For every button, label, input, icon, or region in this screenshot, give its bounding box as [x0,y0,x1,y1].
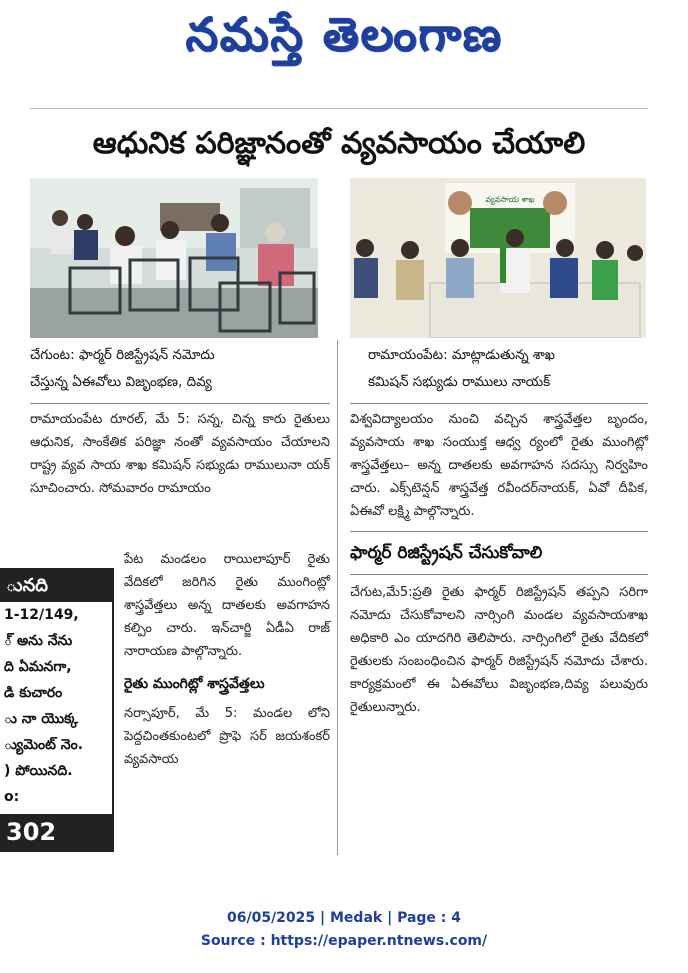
ad-line: ు నా యొక్క [4,711,79,727]
footer-source-link[interactable]: Source : https://epaper.ntnews.com/ [200,933,488,949]
ad-line: 1-12/149, [4,607,79,623]
headline: ఆధునిక పరిజ్ఞానంతో వ్యవసాయం చేయాలి [92,126,586,161]
top-rule [30,108,648,109]
ad-line: ) పోయినది. [4,763,73,779]
ad-title: ునది [0,570,112,602]
footer-date-edition: 06/05/2025 | Medak | Page : 4 [226,910,462,926]
ad-number: 302 [0,814,112,850]
column-divider [337,340,338,855]
ad-line: డి కుచారం [4,685,63,701]
left-article-cont [124,548,330,771]
caption-rule-left [30,403,330,404]
right-article [350,408,648,719]
caption-left-line1: చేగుంట: ఫార్మర్ రిజిస్ట్రేషన్ నమోదు [30,347,215,363]
left-article-intro [30,408,330,500]
left-paragraph-2: పేట మండలం రాయిలాపూర్ రైతు వేదికలో జరిగిన రైతు ముంగింట్లో శాస్త్రవేత్తలు అన్న దాతలకు అవగాహన కల్పిం చారు. ఇన్‌చార్జి ఏడీఏ రాజ్ నారాయణ పాల్గొన్నారు. [124,552,330,659]
ad-line: o: [4,789,20,805]
right-rule-2 [350,574,648,575]
left-subhead: రైతు ముంగిట్లో శాస్త్రవేత్తలు [124,676,265,692]
left-paragraph-3: నర్సాపూర్, మే 5: మండల లోని పెద్దచింతకుంటలో ప్రొఫె సర్ జయశంకర్ వ్యవసాయ [124,706,330,767]
caption-right [368,342,648,396]
right-paragraph-2: చేగుట,మే5:ప్రతి రైతు ఫార్మర్ రిజిస్ట్రేషన్ తప్పని సరిగా నమోదు చేసుకోవాలని నార్సింగి మండల వ్యవసాయశాఖ అధికారి ఎం యాదగిరి తెలిపారు. నార్సింగిలో రైతు వేదికలో రైతులకు సంబంధించిన ఫార్మర్ రిజిస్ట్రేషన్ నమోదు చేశారు. కార్యక్రమంలో ఈ ఏఈవోలు విజృంభణ,దివ్య పలువురు రైతులున్నారు. [350,585,648,715]
ad-line: ్యుమెంట్ నెం. [4,737,84,753]
classified-ad [0,568,114,852]
ad-line: ్ అను నేను [4,633,73,649]
caption-right-line1: రామాయంపేట: మాట్లాడుతున్న శాఖ [368,347,555,363]
caption-right-line2: కమిషన్ సభ్యుడు రాములు నాయక్ [368,374,551,390]
caption-left [30,342,330,396]
ad-line: ది ఏమనగా, [4,659,72,675]
caption-rule-right [350,403,648,404]
caption-left-line2: చేస్తున్న ఏఈవోలు విజృంభణ, దివ్య [30,374,212,390]
left-paragraph-1: రామాయంపేట రూరల్, మే 5: సన్న, చిన్న కారు రైతులు ఆధునిక, సాంకేతిక పరిజ్ఞా నంతో వ్యవసాయం చేయాలని రాష్ట్ర వ్యవ సాయ శాఖ కమిషన్ సభ్యుడు రాములునా యక్ సూచించారు. సోమవారం రామాయం [30,412,330,496]
right-subhead: ఫార్మర్ రిజిస్ట్రేషన్ చేసుకోవాలి [350,543,543,563]
masthead: నమస్తే తెలంగాణ [185,7,503,61]
right-rule [350,531,648,532]
photo-commission-member [350,178,646,338]
photo-farmer-registration [30,178,318,338]
right-paragraph-1: విశ్వవిద్యాలయం నుంచి వచ్చిన శాస్త్రవేత్తల బృందం, వ్యవసాయ శాఖ సంయుక్త ఆధ్వ ర్యంలో రైతు ముంగిట్లో శాస్త్రవేత్తలు– అన్న దాతలకు అవగాహన సదస్సు నిర్వహిం చారు. ఎక్స్‌టెన్షన్ శాస్త్రవేత్త రవీందర్‌నాయక్, ఏవో దీపిక, ఏఈవో లక్ష్మి పాల్గొన్నారు. [350,412,648,519]
banner-text: వ్యవసాయ శాఖ [485,195,535,204]
